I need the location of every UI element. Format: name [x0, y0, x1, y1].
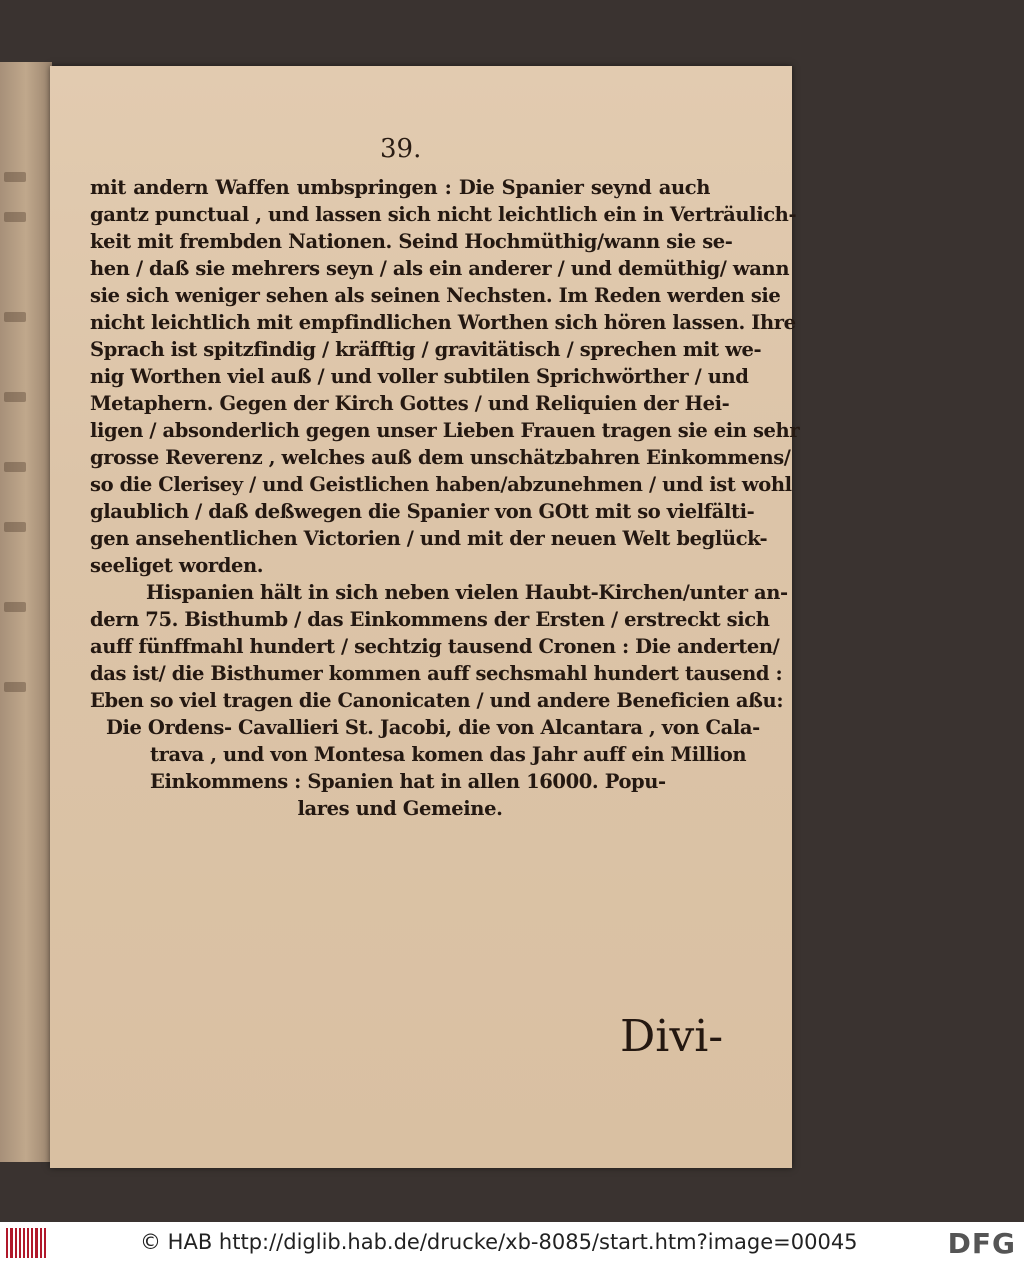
text-line: glaublich / daß deßwegen die Spanier von GOtt mit so vielfälti-: [90, 500, 755, 523]
text-line: Die Ordens- Cavallieri St. Jacobi, die von Alcantara , von Cala-: [106, 716, 760, 739]
hab-barcode-icon: [6, 1228, 46, 1258]
text-line: ligen / absonderlich gegen unser Lieben Frauen tragen sie ein sehr: [90, 419, 800, 442]
text-line: hen / daß sie mehrers seyn / als ein anderer / und demüthig/ wann: [90, 257, 790, 280]
text-line: Sprach ist spitzfindig / kräfftig / gravitätisch / sprechen mit we-: [90, 338, 762, 361]
text-line: grosse Reverenz , welches auß dem unschätzbahren Einkommens/: [90, 446, 791, 469]
bleed-mark: [4, 462, 26, 472]
text-line: das ist/ die Bisthumer kommen auff sechsmahl hundert tausend :: [90, 662, 783, 685]
bleed-mark: [4, 212, 26, 222]
copyright-link[interactable]: © HAB http://diglib.hab.de/drucke/xb-8085/start.htm?image=00045: [140, 1230, 858, 1254]
text-line: Einkommens : Spanien hat in allen 16000. Popu-: [150, 770, 666, 793]
bleed-mark: [4, 172, 26, 182]
previous-page-edge: [0, 62, 52, 1162]
text-line: lares und Gemeine.: [297, 797, 503, 820]
text-line: trava , und von Montesa komen das Jahr auff ein Million: [150, 743, 747, 766]
text-line: sie sich weniger sehen als seinen Nechsten. Im Reden werden sie: [90, 284, 781, 307]
bleed-mark: [4, 682, 26, 692]
text-line: gantz punctual , und lassen sich nicht leichtlich ein in Verträulich-: [90, 203, 797, 226]
text-line: auff fünffmahl hundert / sechtzig tausend Cronen : Die anderten/: [90, 635, 780, 658]
text-line: mit andern Waffen umbspringen : Die Spanier seynd auch: [90, 176, 710, 199]
text-line: seeliget worden.: [90, 554, 264, 577]
text-line: Hispanien hält in sich neben vielen Haubt-Kirchen/unter an-: [146, 581, 788, 604]
bleed-mark: [4, 522, 26, 532]
dfg-logo: DFG: [947, 1227, 1016, 1260]
text-line: nig Worthen viel auß / und voller subtilen Sprichwörther / und: [90, 365, 749, 388]
book-page: [50, 66, 800, 1168]
footer-bar: [0, 1222, 1024, 1263]
bleed-mark: [4, 392, 26, 402]
text-line: Eben so viel tragen die Canonicaten / und andere Beneficien aßu:: [90, 689, 784, 712]
text-line: nicht leichtlich mit empfindlichen Worthen sich hören lassen. Ihre: [90, 311, 796, 334]
bleed-mark: [4, 312, 26, 322]
catchword: Divi-: [620, 1011, 724, 1062]
bleed-mark: [4, 602, 26, 612]
body-text: [90, 174, 800, 822]
text-line: gen ansehentlichen Victorien / und mit der neuen Welt beglück-: [90, 527, 768, 550]
page-number: 39.: [380, 134, 422, 164]
text-line: Metaphern. Gegen der Kirch Gottes / und Reliquien der Hei-: [90, 392, 730, 415]
text-line: so die Clerisey / und Geistlichen haben/abzunehmen / und ist wohl: [90, 473, 792, 496]
text-line: dern 75. Bisthumb / das Einkommens der Ersten / erstreckt sich: [90, 608, 770, 631]
text-line: keit mit frembden Nationen. Seind Hochmüthig/wann sie se-: [90, 230, 733, 253]
